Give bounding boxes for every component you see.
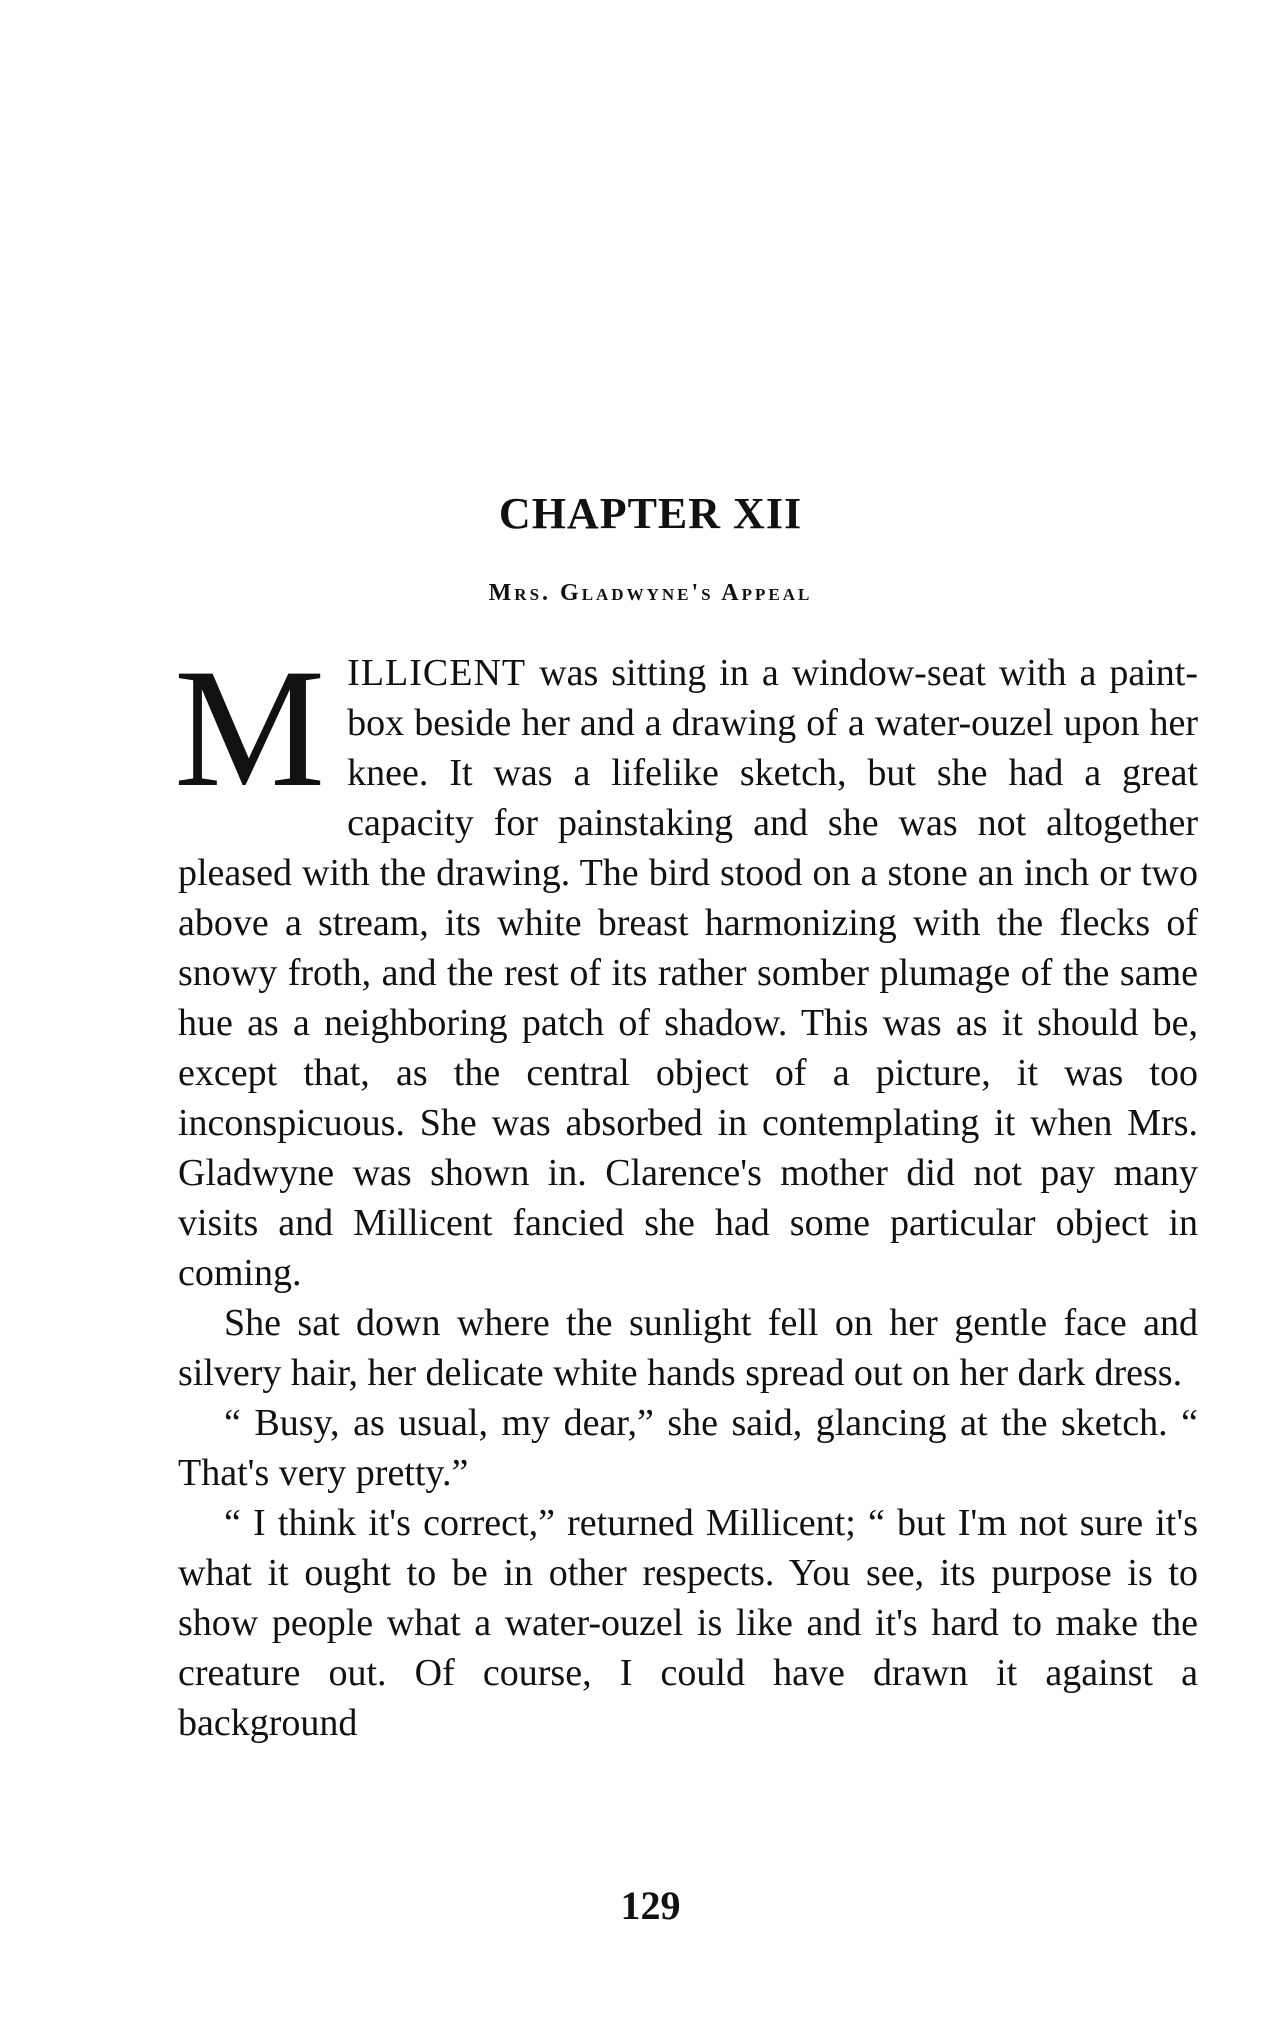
paragraph-2: She sat down where the sunlight fell on her gentle face and silvery hair, her delicate white hands spread out on her dark dress. [178,1302,1198,1394]
page-number: 129 [620,1883,681,1928]
body-text [174,634,1198,1748]
paragraph-1 [174,634,1198,1298]
chapter-title: CHAPTER XII [498,489,803,538]
chapter-subtitle: Mrs. Gladwyne's Appeal [488,580,813,606]
paragraph-text: was sitting in a window-seat with a paint-box beside her and a drawing of a water-ouzel upon her knee. It was a lifelike sketch, but she had a great capacity for painstaking and she was not altogether pleased with the drawing. The bird stood on a stone an inch or two above a stream, its white breast harmonizing with the flecks of snowy froth, and the rest of its rather somber plumage of the same hue as a neighboring patch of shadow. This was as it should be, except that, as the central object of a picture, it was too inconspicuous. She was absorbed in contemplating it when Mrs. Gladwyne was shown in. Clarence's mother did not pay many visits and Millicent fancied she had some particular object in coming. [178,652,1198,1294]
drop-cap: M [174,634,326,822]
paragraph-lead-word: ILLICENT [347,652,527,694]
paragraph-3: “ Busy, as usual, my dear,” she said, glancing at the sketch. “ That's very pretty.” [178,1402,1198,1494]
paragraph-4: “ I think it's correct,” returned Millicent; “ but I'm not sure it's what it ought to be in other respects. You see, its purpose is to show people what a water-ouzel is like and it's hard to make the creature out. Of course, I could have drawn it against a background [178,1502,1198,1744]
